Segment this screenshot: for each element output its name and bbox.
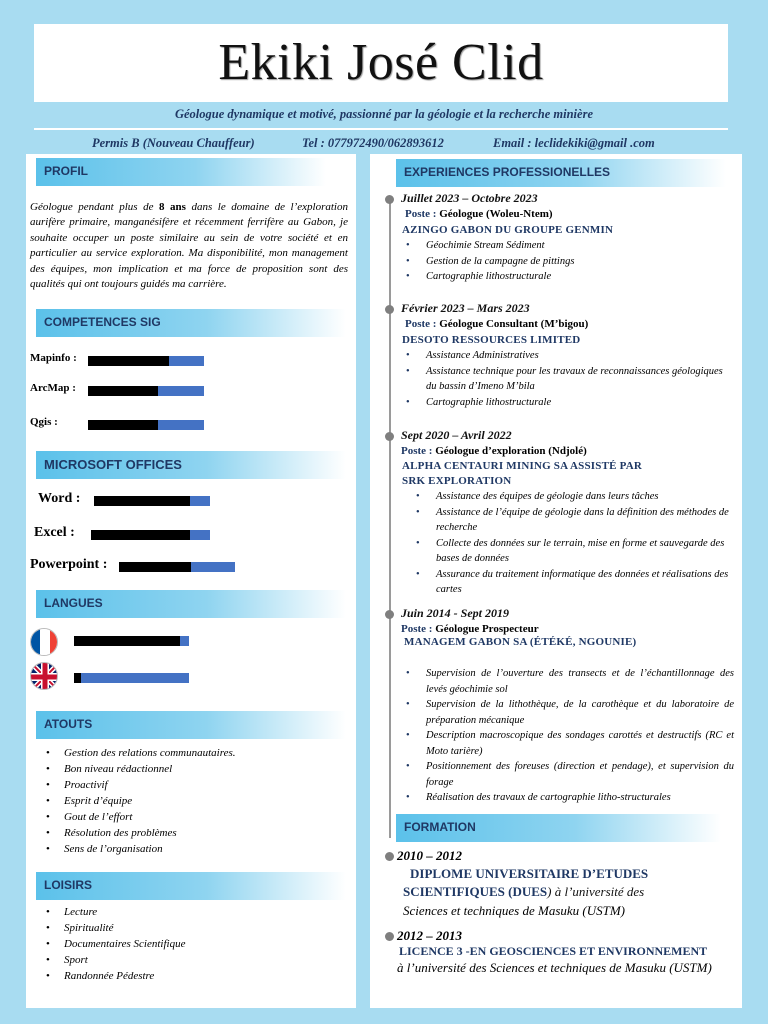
- job-date: Février 2023 – Mars 2023: [401, 301, 530, 315]
- job-tasks: [404, 666, 734, 806]
- job-date: Sept 2020 – Avril 2022: [401, 428, 512, 442]
- name-banner: [34, 24, 728, 102]
- job-task: • Description macroscopique des sondages carottés et destructifs (RC et Moto tarière): [404, 728, 734, 759]
- job-tasks: [404, 238, 734, 285]
- job-company: DESOTO RESSOURCES LIMITED: [402, 334, 581, 346]
- loisir-item: • Spiritualité: [42, 920, 342, 936]
- atout-item: • Bon niveau rédactionnel: [42, 761, 342, 777]
- loisirs-list: [42, 904, 342, 984]
- candidate-name: Ekiki José Clid: [218, 34, 544, 91]
- section-formation-heading: FORMATION: [396, 814, 721, 842]
- formation-degree: LICENCE 3 -EN GEOSCIENCES ET ENVIRONNEMENT: [399, 944, 708, 958]
- section-competences-sig-heading: COMPETENCES SIG: [36, 309, 346, 337]
- job-date: Juin 2014 - Sept 2019: [401, 606, 510, 620]
- atout-item: • Proactivif: [42, 777, 342, 793]
- timeline-dot: [385, 432, 394, 441]
- atout-item: • Esprit d’équipe: [42, 793, 342, 809]
- timeline-line: [389, 200, 391, 838]
- job-company: MANAGEM GABON SA (ÉTÉKÉ, NGOUNIE): [404, 636, 637, 648]
- loisir-item: • Sport: [42, 952, 342, 968]
- position-value: Géologue Prospecteur: [435, 623, 539, 635]
- position-key: Poste :: [405, 208, 437, 220]
- sig-skill-label: Mapinfo :: [30, 352, 77, 364]
- position-value: Géologue d’exploration (Ndjolé): [435, 445, 587, 457]
- position-value: Géologue (Woleu-Ntem): [439, 208, 553, 220]
- atout-item: • Gout de l’effort: [42, 809, 342, 825]
- section-microsoft-heading: MICROSOFT OFFICES: [36, 451, 346, 479]
- formation-place: à l’université des Sciences et techniques de Masuku (USTM): [397, 960, 712, 975]
- formation-dot: [385, 852, 394, 861]
- sig-skill-bar: [88, 386, 204, 396]
- job-task: • Assistance technique pour les travaux de reconnaissances géologiques du bassin d’Imeno M’bila: [404, 364, 734, 395]
- job-tasks: [414, 489, 732, 598]
- job-task: • Assistance Administratives: [404, 348, 734, 364]
- job-task: • Réalisation des travaux de cartographie litho-structurales: [404, 790, 734, 806]
- loisir-item: • Lecture: [42, 904, 342, 920]
- sig-skill-bar: [88, 356, 204, 366]
- office-skill-fill: [119, 562, 191, 572]
- job-task: • Collecte des données sur le terrain, mise en forme et sauvegarde des bases de données: [414, 536, 732, 567]
- sig-skill-fill: [88, 356, 169, 366]
- office-skill-fill: [91, 530, 190, 540]
- job-task: • Positionnement des foreuses (direction et pendage), et supervision du forage: [404, 759, 734, 790]
- loisir-item: • Randonnée Pédestre: [42, 968, 342, 984]
- driving-licence: Permis B (Nouveau Chauffeur): [92, 136, 255, 150]
- job-task: • Supervision de la lithothèque, de la carothèque et du laboratoire de préparation mécanique: [404, 697, 734, 728]
- sig-skill-fill: [88, 420, 158, 430]
- job-task: • Assistance de l’équipe de géologie dans la définition des méthodes de recherche: [414, 505, 732, 536]
- formation-degree: DIPLOME UNIVERSITAIRE D’ETUDES SCIENTIFIQUES (DUES) à l’université des: [403, 866, 649, 899]
- job-position: [401, 623, 539, 635]
- office-skill-label: Word :: [38, 491, 81, 506]
- office-skill-fill: [94, 496, 190, 506]
- job-task: • Cartographie lithostructurale: [404, 395, 734, 411]
- job-position: [405, 208, 553, 220]
- formation-place: Sciences et techniques de Masuku (USTM): [403, 903, 626, 918]
- timeline-dot: [385, 195, 394, 204]
- office-skill-label: Powerpoint :: [30, 557, 108, 572]
- job-task: • Gestion de la campagne de pittings: [404, 254, 734, 270]
- section-langues-heading: LANGUES: [36, 590, 346, 618]
- uk-flag-icon: [30, 662, 58, 690]
- english-level-bar: [74, 673, 189, 683]
- atout-item: • Sens de l’organisation: [42, 841, 342, 857]
- timeline-dot: [385, 610, 394, 619]
- header-divider: [34, 128, 728, 130]
- section-loisirs-heading: LOISIRS: [36, 872, 346, 900]
- job-position: [405, 318, 588, 330]
- job-task: • Assurance du traitement informatique des données et réalisations des cartes: [414, 567, 732, 598]
- job-tasks: [404, 348, 734, 410]
- sig-skill-label: ArcMap :: [30, 382, 76, 394]
- job-company: AZINGO GABON DU GROUPE GENMIN: [402, 224, 614, 236]
- sig-skill-fill: [88, 386, 158, 396]
- email[interactable]: Email : leclidekiki@gmail .com: [493, 136, 655, 150]
- position-key: Poste :: [405, 318, 437, 330]
- formation-dot: [385, 932, 394, 941]
- section-atouts-heading: ATOUTS: [36, 711, 346, 739]
- french-level-bar: [74, 636, 189, 646]
- job-company: ALPHA CENTAURI MINING SA ASSISTÉ PAR SRK EXPLORATION: [402, 460, 642, 487]
- section-experiences-heading: EXPERIENCES PROFESSIONELLES: [396, 159, 726, 187]
- position-key: Poste :: [401, 623, 433, 635]
- position-value: Géologue Consultant (M’bigou): [439, 318, 589, 330]
- job-date: Juillet 2023 – Octobre 2023: [401, 191, 538, 205]
- office-skill-bar: [91, 530, 210, 540]
- job-task: • Géochimie Stream Sédiment: [404, 238, 734, 254]
- tagline: Géologue dynamique et motivé, passionné par la géologie et la recherche minière: [174, 107, 593, 121]
- formation-date: 2010 – 2012: [397, 848, 462, 863]
- office-skill-label: Excel :: [34, 525, 75, 540]
- office-skill-bar: [119, 562, 235, 572]
- job-task: • Assistance des équipes de géologie dans leurs tâches: [414, 489, 732, 505]
- profil-text: Géologue pendant plus de 8 ans dans le domaine de l’exploration aurifère primaire, manganésifère et récemment ferrifère au Gabon, je souhaite occuper un poste similaire au sein de votre société et en particulier au service exploration. Ma disponibilité, mon management des équipes, mon implication et ma force de proposition sont des qualités qui ont toujours guidés ma carrière.: [30, 201, 348, 291]
- job-task: • Supervision de l’ouverture des transects et de l’échantillonnage des levés géochimie sol: [404, 666, 734, 697]
- job-task: • Cartographie lithostructurale: [404, 269, 734, 285]
- office-skill-bar: [94, 496, 210, 506]
- phone: Tel : 077972490/062893612: [302, 136, 444, 150]
- atout-item: • Gestion des relations communautaires.: [42, 745, 342, 761]
- formation-date: 2012 – 2013: [397, 928, 462, 943]
- loisir-item: • Documentaires Scientifique: [42, 936, 342, 952]
- france-flag-icon: [30, 628, 58, 656]
- timeline-dot: [385, 305, 394, 314]
- section-profil-heading: PROFIL: [36, 158, 326, 186]
- sig-skill-label: Qgis :: [30, 416, 58, 428]
- sig-skill-bar: [88, 420, 204, 430]
- position-key: Poste :: [401, 445, 433, 457]
- job-position: [401, 445, 587, 457]
- atout-item: • Résolution des problèmes: [42, 825, 342, 841]
- atouts-list: [42, 745, 342, 857]
